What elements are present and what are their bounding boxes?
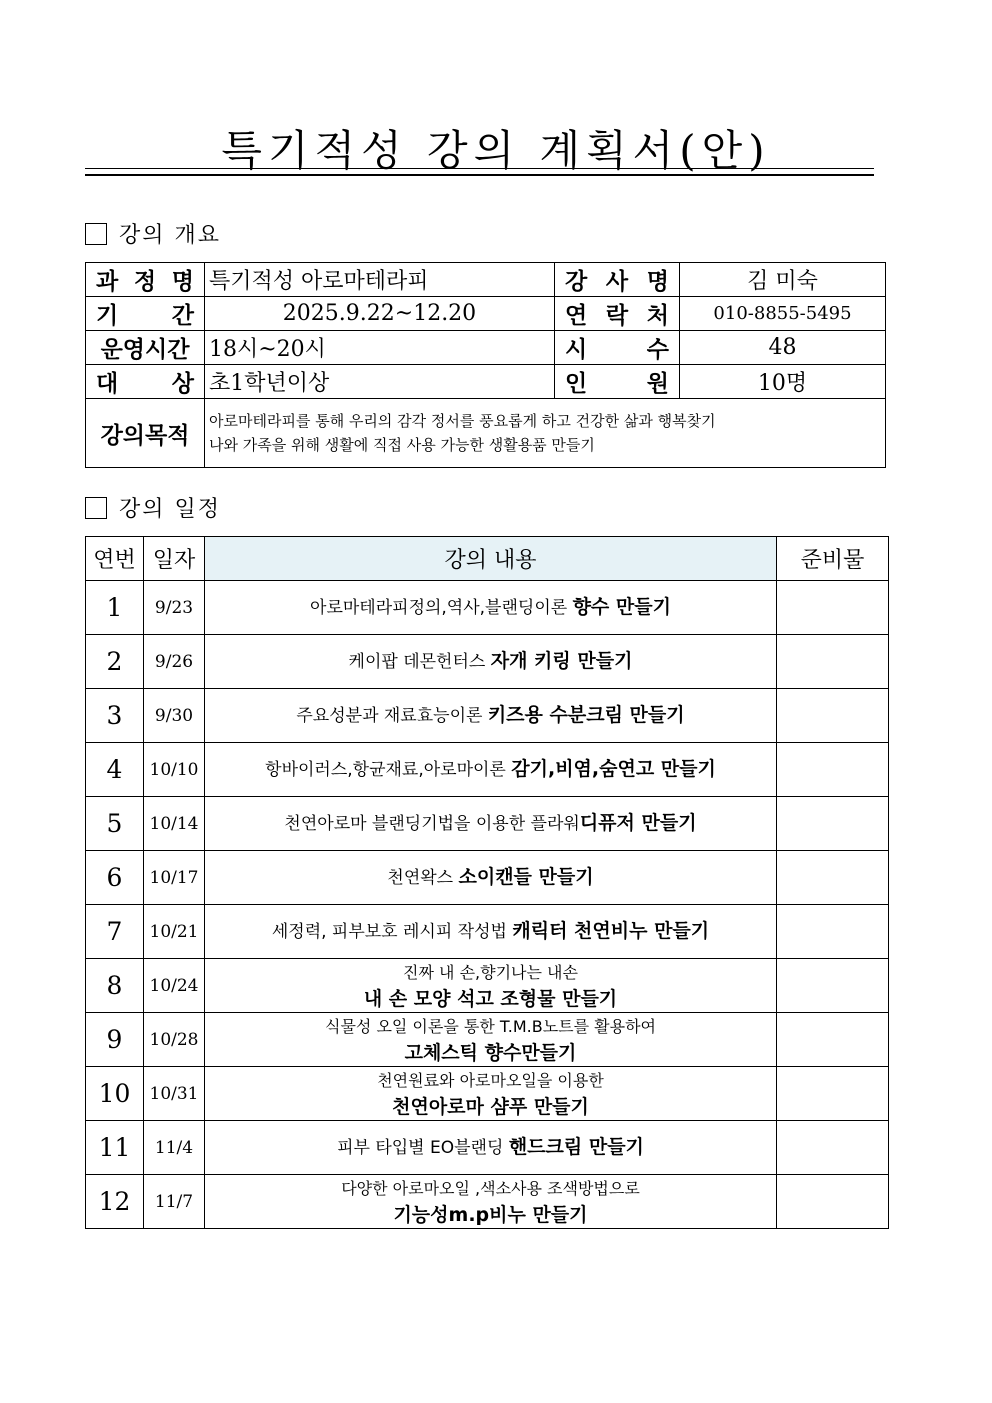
contact-label: 연 락 처 [555, 297, 680, 331]
row-supplies [777, 1067, 889, 1121]
row-date: 10/24 [144, 959, 205, 1013]
row-supplies [777, 743, 889, 797]
purpose-label: 강의목적 [86, 399, 205, 468]
row-number: 4 [86, 743, 144, 797]
overview-row-course [86, 263, 886, 297]
row-content [205, 635, 777, 689]
course-value: 특기적성 아로마테라피 [205, 263, 555, 297]
content-description: 천연원료와 아로마오일을 이용한 [377, 1070, 604, 1090]
row-date: 9/23 [144, 581, 205, 635]
overview-row-period [86, 297, 886, 331]
content-description: 식물성 오일 이론을 통한 T.M.B노트를 활용하여 [324, 1016, 656, 1036]
capacity-value: 10명 [680, 365, 886, 399]
row-content [205, 1121, 777, 1175]
section-heading-schedule [85, 492, 221, 523]
section-title-schedule: 강의 일정 [119, 497, 222, 522]
content-activity: 고체스틱 향수만들기 [404, 1041, 577, 1064]
course-overview-table [85, 262, 886, 468]
row-number: 7 [86, 905, 144, 959]
content-activity: 내 손 모양 석고 조형물 만들기 [363, 987, 618, 1010]
content-activity: 소이캔들 만들기 [458, 866, 594, 888]
row-number: 11 [86, 1121, 144, 1175]
row-number: 8 [86, 959, 144, 1013]
row-supplies [777, 905, 889, 959]
content-activity: 기능성m.p비누 만들기 [393, 1203, 588, 1226]
content-activity: 자개 키링 만들기 [490, 650, 633, 672]
page-title: 특기적성 강의 계획서(안) [221, 126, 771, 175]
row-content [205, 581, 777, 635]
content-description: 아로마테라피정의,역사,블랜딩이론 [310, 598, 573, 618]
row-number: 5 [86, 797, 144, 851]
table-row [86, 1067, 889, 1121]
row-supplies [777, 689, 889, 743]
table-row [86, 581, 889, 635]
row-content [205, 797, 777, 851]
content-description: 주요성분과 재료효능이론 [296, 706, 488, 726]
sessions-value: 48 [680, 331, 886, 365]
hours-label: 운영시간 [86, 331, 205, 365]
table-row [86, 1121, 889, 1175]
overview-row-target [86, 365, 886, 399]
content-activity: 감기,비염,숨연고 만들기 [511, 758, 716, 780]
content-activity: 핸드크림 만들기 [508, 1136, 644, 1158]
row-date: 11/4 [144, 1121, 205, 1175]
row-number: 3 [86, 689, 144, 743]
table-row [86, 689, 889, 743]
content-activity: 디퓨저 만들기 [579, 812, 697, 834]
content-activity: 캐릭터 천연비누 만들기 [512, 920, 710, 942]
content-activity: 키즈용 수분크림 만들기 [487, 704, 685, 726]
row-content [205, 1067, 777, 1121]
row-content [205, 1175, 777, 1229]
content-activity: 향수 만들기 [572, 596, 671, 618]
overview-row-purpose [86, 399, 886, 468]
row-date: 11/7 [144, 1175, 205, 1229]
row-date: 10/14 [144, 797, 205, 851]
row-number: 12 [86, 1175, 144, 1229]
contact-value: 010-8855-5495 [680, 297, 886, 331]
sessions-label: 시 수 [555, 331, 680, 365]
content-description: 피부 타입별 EO블랜딩 [337, 1138, 509, 1158]
row-date: 9/26 [144, 635, 205, 689]
instructor-label: 강 사 명 [555, 263, 680, 297]
row-number: 9 [86, 1013, 144, 1067]
section-heading-overview [85, 218, 221, 249]
row-content [205, 851, 777, 905]
content-description: 진짜 내 손,향기나는 내손 [403, 962, 578, 982]
table-row [86, 797, 889, 851]
table-row [86, 1175, 889, 1229]
target-label: 대 상 [86, 365, 205, 399]
table-row [86, 905, 889, 959]
row-date: 10/31 [144, 1067, 205, 1121]
row-supplies [777, 797, 889, 851]
row-number: 6 [86, 851, 144, 905]
schedule-header-row [86, 537, 889, 581]
header-date: 일자 [144, 537, 205, 581]
row-date: 10/28 [144, 1013, 205, 1067]
row-supplies [777, 581, 889, 635]
period-label: 기 간 [86, 297, 205, 331]
row-date: 10/10 [144, 743, 205, 797]
row-supplies [777, 1175, 889, 1229]
row-date: 10/21 [144, 905, 205, 959]
table-row [86, 743, 889, 797]
section-title-overview: 강의 개요 [119, 223, 222, 248]
period-value: 2025.9.22~12.20 [205, 297, 555, 331]
table-row [86, 959, 889, 1013]
content-description: 케이팝 데몬헌터스 [348, 652, 491, 672]
row-supplies [777, 1121, 889, 1175]
row-content [205, 689, 777, 743]
row-number: 2 [86, 635, 144, 689]
content-activity: 천연아로마 샴푸 만들기 [392, 1095, 589, 1118]
row-date: 10/17 [144, 851, 205, 905]
capacity-label: 인 원 [555, 365, 680, 399]
overview-row-hours [86, 331, 886, 365]
purpose-value [205, 399, 886, 468]
purpose-line-2: 나와 가족을 위해 생활에 직접 사용 가능한 생활용품 만들기 [209, 436, 595, 454]
lecture-schedule-table [85, 536, 889, 1229]
row-date: 9/30 [144, 689, 205, 743]
checkbox-square-icon [85, 497, 107, 519]
course-label: 과 정 명 [86, 263, 205, 297]
table-row [86, 851, 889, 905]
hours-value: 18시~20시 [205, 331, 555, 365]
row-supplies [777, 1013, 889, 1067]
row-content [205, 905, 777, 959]
table-row [86, 635, 889, 689]
row-number: 1 [86, 581, 144, 635]
row-number: 10 [86, 1067, 144, 1121]
row-content [205, 743, 777, 797]
row-supplies [777, 635, 889, 689]
table-row [86, 1013, 889, 1067]
checkbox-square-icon [85, 223, 107, 245]
content-description: 세정력, 피부보호 레시피 작성법 [271, 922, 513, 942]
content-description: 다양한 아로마오일 ,색소사용 조색방법으로 [341, 1178, 640, 1198]
target-value: 초1학년이상 [205, 365, 555, 399]
content-description: 천연아로마 블랜딩기법을 이용한 플라워 [284, 814, 580, 834]
content-description: 천연왁스 [387, 868, 459, 888]
row-content [205, 1013, 777, 1067]
purpose-line-1: 아로마테라피를 통해 우리의 감각 정서를 풍요롭게 하고 건강한 삶과 행복찾기 [209, 412, 716, 430]
row-supplies [777, 959, 889, 1013]
header-content: 강의 내용 [205, 537, 777, 581]
title-underline [85, 168, 874, 176]
row-supplies [777, 851, 889, 905]
content-description: 항바이러스,항균재료,아로마이론 [265, 760, 512, 780]
row-content [205, 959, 777, 1013]
instructor-value: 김 미숙 [680, 263, 886, 297]
header-supplies: 준비물 [777, 537, 889, 581]
header-number: 연번 [86, 537, 144, 581]
